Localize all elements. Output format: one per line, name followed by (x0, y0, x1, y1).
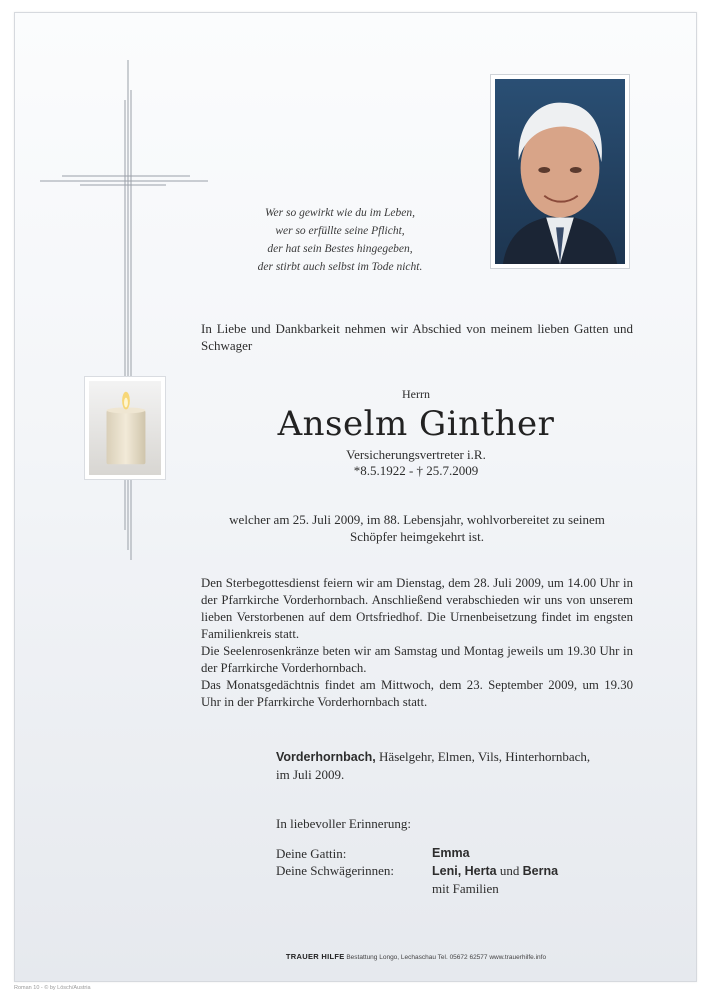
poem-line: der hat sein Bestes hingegeben, (267, 243, 413, 255)
cross-icon (40, 60, 220, 580)
poem-line: Wer so gewirkt wie du im Leben, (264, 207, 416, 219)
family-role: Deine Gattin: (276, 846, 347, 861)
death-notice-line: welcher am 25. Juli 2009, im 88. Lebensjahr, wohlvorbereitet zu seinem (229, 512, 605, 527)
conjunction: und (496, 863, 523, 878)
family-name: Emma (432, 846, 470, 860)
service-details (201, 575, 633, 711)
candle-icon (89, 381, 161, 475)
portrait-photo (490, 74, 630, 269)
poem-line: wer so erfüllte seine Pflicht, (275, 225, 405, 237)
family-suffix: mit Familien (432, 881, 499, 896)
place-others: Häselgehr, Elmen, Vils, Hinterhornbach, (375, 749, 591, 764)
family-name: Berna (522, 864, 559, 878)
place-and-date (276, 748, 646, 783)
funeral-home-brand: TRAUER HILFE (285, 952, 345, 961)
memory-line: In liebevoller Erinnerung: (276, 816, 412, 831)
candle-image (84, 376, 166, 480)
death-notice-line: Schöpfer heimgekehrt ist. (350, 529, 484, 544)
memorial-poem (200, 204, 480, 276)
deceased-name: Anselm Ginther (277, 404, 555, 444)
funeral-home-footer (200, 952, 632, 961)
service-paragraph: Die Seelenrosenkränze beten wir am Samstag und Montag jeweils um 19.30 Uhr in der Pfarrkirche Vorderhornbach. (201, 644, 633, 675)
service-paragraph: Den Sterbegottesdienst feiern wir am Dienstag, dem 28. Juli 2009, um 14.00 Uhr in der Pfarrkirche Vorderhornbach. Anschließend verabschieden wir uns von unserem lieben Verstorbenen auf dem Ortsfriedhof. Die Urnenbeisetzung findet im engsten Familienkreis statt. (201, 576, 633, 641)
funeral-home-details: Bestattung Longo, Lechaschau Tel. 05672 62577 www.trauerhilfe.info (344, 954, 547, 961)
family-role: Deine Schwägerinnen: (276, 863, 395, 878)
intro-text: In Liebe und Dankbarkeit nehmen wir Abschied von meinem lieben Gatten und Schwager (201, 321, 633, 353)
occupation: Versicherungsvertreter i.R. (346, 447, 486, 462)
family-name: Leni, Herta (432, 864, 497, 878)
place-main: Vorderhornbach, (276, 750, 376, 764)
service-paragraph: Das Monatsgedächtnis findet am Mittwoch, dem 23. September 2009, um 19.30 Uhr in der Pfarrkirche Vorderhornbach statt. (201, 678, 633, 709)
portrait-image (495, 79, 625, 264)
copyright-note: Roman 10 - © by Lösch/Austria (14, 985, 91, 991)
life-dates: *8.5.1922 - † 25.7.2009 (353, 463, 479, 478)
family-list (276, 845, 646, 897)
salutation: Herrn (402, 387, 430, 401)
poem-line: der stirbt auch selbst im Tode nicht. (257, 261, 423, 273)
place-date: im Juli 2009. (276, 767, 345, 782)
